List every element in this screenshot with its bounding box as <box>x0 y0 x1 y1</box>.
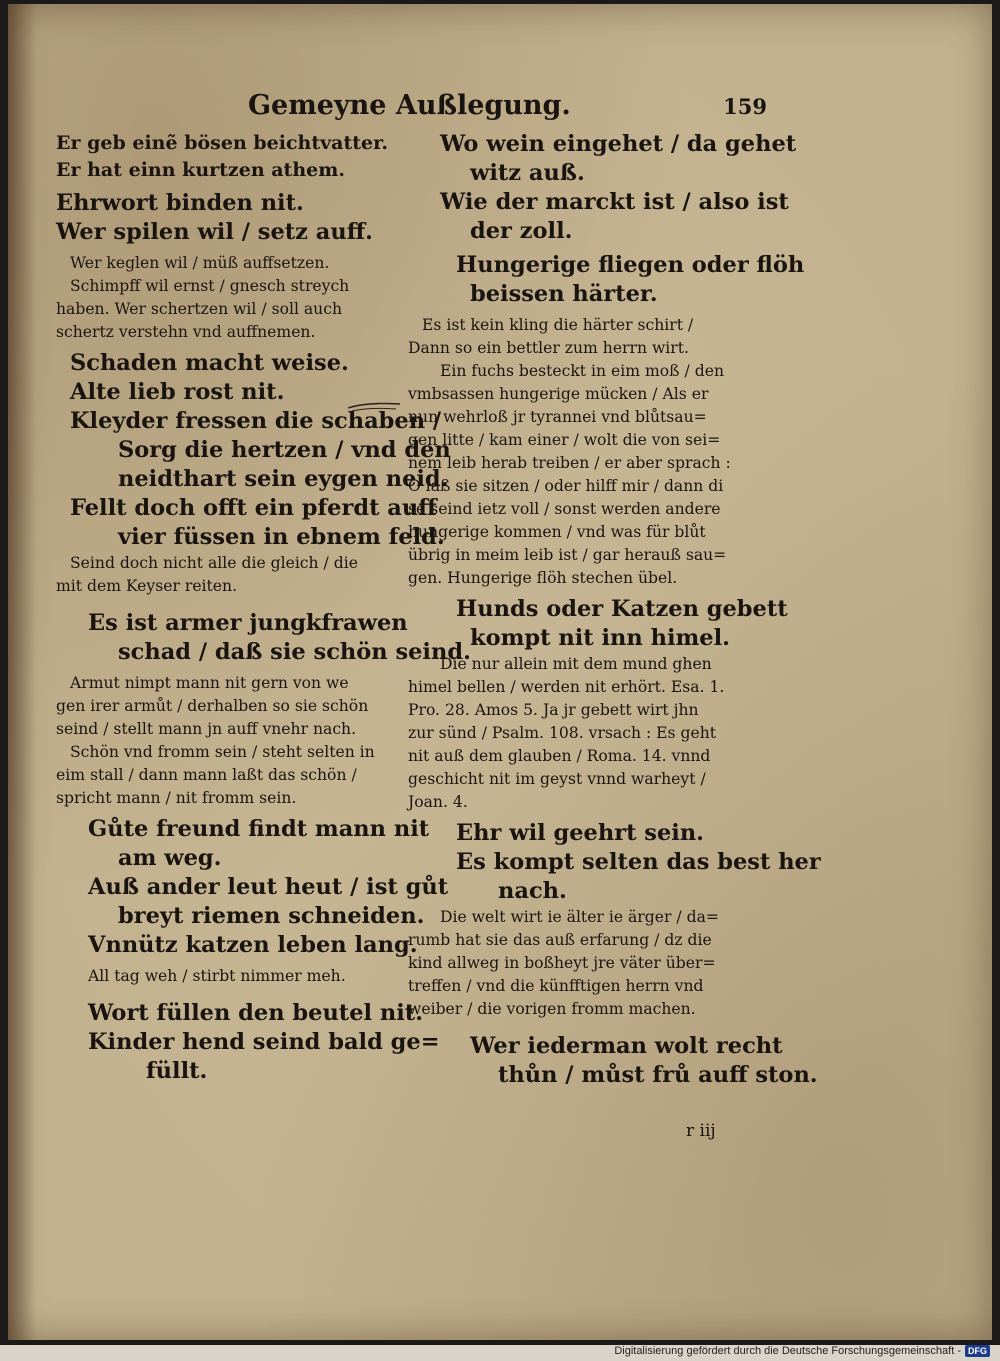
left-column-line: Er hat einn kurtzen athem. <box>56 159 345 181</box>
right-column-line: Die nur allein mit dem mund ghen <box>440 655 712 673</box>
digitization-credit <box>614 1343 990 1359</box>
right-column-line: himel bellen / werden nit erhört. Esa. 1. <box>408 678 725 696</box>
left-column-line: Es ist armer jungkfrawen <box>88 610 408 636</box>
right-column-line: treffen / vnd die künfftigen herrn vnd <box>408 977 704 995</box>
left-column-line: Gůte freund findt mann nit <box>88 816 430 842</box>
left-column-line: Vnnütz katzen leben lang. <box>88 932 418 958</box>
right-column-line: Pro. 28. Amos 5. Ja jr gebett wirt jhn <box>408 701 699 719</box>
right-column-line: se seind ietz voll / sonst werden andere <box>408 500 721 518</box>
page-number: 159 <box>723 94 767 119</box>
right-column-line: weiber / die vorigen fromm machen. <box>408 1000 696 1018</box>
right-column-line: rumb hat sie das auß erfarung / dz die <box>408 931 712 949</box>
left-column-line: am weg. <box>118 845 222 871</box>
left-column-line: schertz verstehn vnd auffnemen. <box>56 323 316 341</box>
right-column-line: nun wehrloß jr tyrannei vnd blůtsau= <box>408 408 707 426</box>
left-column-line: Er geb einẽ bösen beichtvatter. <box>56 132 388 154</box>
right-column-line: hungerige kommen / vnd was für blůt <box>408 523 706 541</box>
left-column-line: Armut nimpt mann nit gern von we <box>70 674 349 692</box>
marginal-ink-stroke <box>346 399 402 413</box>
credit-text: Digitalisierung gefördert durch die Deutsche Forschungsgemeinschaft - <box>614 1345 961 1357</box>
right-column-line: beissen härter. <box>470 281 658 307</box>
right-column-line: O laß sie sitzen / oder hilff mir / dann di <box>408 477 724 495</box>
left-column-line: Kinder hend seind bald ge= <box>88 1029 440 1055</box>
signature-mark: r iij <box>686 1121 716 1141</box>
left-column-line: haben. Wer schertzen wil / soll auch <box>56 300 343 318</box>
right-column-line: Hunds oder Katzen gebett <box>456 596 788 622</box>
left-column-line: breyt riemen schneiden. <box>118 903 425 929</box>
right-column-line: kompt nit inn himel. <box>470 625 731 651</box>
left-column-line: mit dem Keyser reiten. <box>56 577 238 595</box>
right-column-line: Wer iederman wolt recht <box>470 1033 783 1059</box>
left-column-line: neidthart sein eygen neid. <box>118 466 449 492</box>
right-column-line: übrig in meim leib ist / gar herauß sau= <box>408 546 727 564</box>
book-page <box>8 4 992 1340</box>
left-column-line: Auß ander leut heut / ist gůt <box>88 874 449 900</box>
left-column-line: Ehrwort binden nit. <box>56 190 304 216</box>
left-column-line: Wer keglen wil / müß auffsetzen. <box>70 254 330 272</box>
right-column-line: gen. Hungerige flöh stechen übel. <box>408 569 678 587</box>
left-column-line: füllt. <box>146 1058 208 1084</box>
right-column-line: nem leib herab treiben / er aber sprach : <box>408 454 731 472</box>
right-column-line: Wo wein eingehet / da gehet <box>440 131 797 157</box>
left-column-line: Sorg die hertzen / vnd den <box>118 437 451 463</box>
left-column-line: Seind doch nicht alle die gleich / die <box>70 554 358 572</box>
left-column-line: Schimpff wil ernst / gnesch streych <box>70 277 350 295</box>
right-column-line: gen litte / kam einer / wolt die von sei= <box>408 431 721 449</box>
left-column-line: gen irer armůt / derhalben so sie schön <box>56 697 369 715</box>
right-column-line: Ein fuchs besteckt in eim moß / den <box>440 362 724 380</box>
left-column-line: seind / stellt mann jn auff vnehr nach. <box>56 720 357 738</box>
right-column-line: Dann so ein bettler zum herrn wirt. <box>408 339 689 357</box>
left-column-line: vier füssen in ebnem feld. <box>118 524 445 550</box>
right-column-line: geschicht nit im geyst vnnd warheyt / <box>408 770 706 788</box>
left-column-line: Schaden macht weise. <box>70 350 349 376</box>
right-column-line: nach. <box>498 878 567 904</box>
dfg-logo: DFG <box>965 1345 990 1357</box>
right-column-line: Hungerige fliegen oder flöh <box>456 252 805 278</box>
right-column <box>408 130 821 1090</box>
right-column-line: thůn / můst frů auff ston. <box>498 1062 818 1088</box>
left-column-line: Kleyder fressen die schaben / <box>70 408 442 434</box>
right-column-line: Es ist kein kling die härter schirt / <box>422 316 694 334</box>
left-column-line: All tag weh / stirbt nimmer meh. <box>88 967 346 985</box>
right-column-line: der zoll. <box>470 218 573 244</box>
left-column-line: Schön vnd fromm sein / steht selten in <box>70 743 375 761</box>
running-head: Gemeyne Außlegung. <box>248 90 571 121</box>
right-column-line: Die welt wirt ie älter ie ärger / da= <box>440 908 719 926</box>
left-column-line: Alte lieb rost nit. <box>70 379 285 405</box>
left-column-line: spricht mann / nit fromm sein. <box>56 789 297 807</box>
left-column-line: Wort füllen den beutel nit. <box>88 1000 424 1026</box>
right-column-line: Ehr wil geehrt sein. <box>456 820 705 846</box>
right-column-line: Wie der marckt ist / also ist <box>440 189 789 215</box>
left-column-line: schad / daß sie schön seind. <box>118 639 471 665</box>
left-column-line: Wer spilen wil / setz auff. <box>56 219 374 245</box>
right-column-line: Joan. 4. <box>408 793 468 811</box>
page-header <box>248 90 767 121</box>
right-column-line: vmbsassen hungerige mücken / Als er <box>408 385 709 403</box>
right-column-line: Es kompt selten das best her <box>456 849 821 875</box>
right-column-line: zur sünd / Psalm. 108. vrsach : Es geht <box>408 724 717 742</box>
right-column-line: witz auß. <box>470 160 585 186</box>
right-column-line: nit auß dem glauben / Roma. 14. vnnd <box>408 747 711 765</box>
left-column-line: eim stall / dann mann laßt das schön / <box>56 766 357 784</box>
right-column-line: kind allweg in boßheyt jre väter über= <box>408 954 716 972</box>
left-column-line: Fellt doch offt ein pferdt auff <box>70 495 437 521</box>
